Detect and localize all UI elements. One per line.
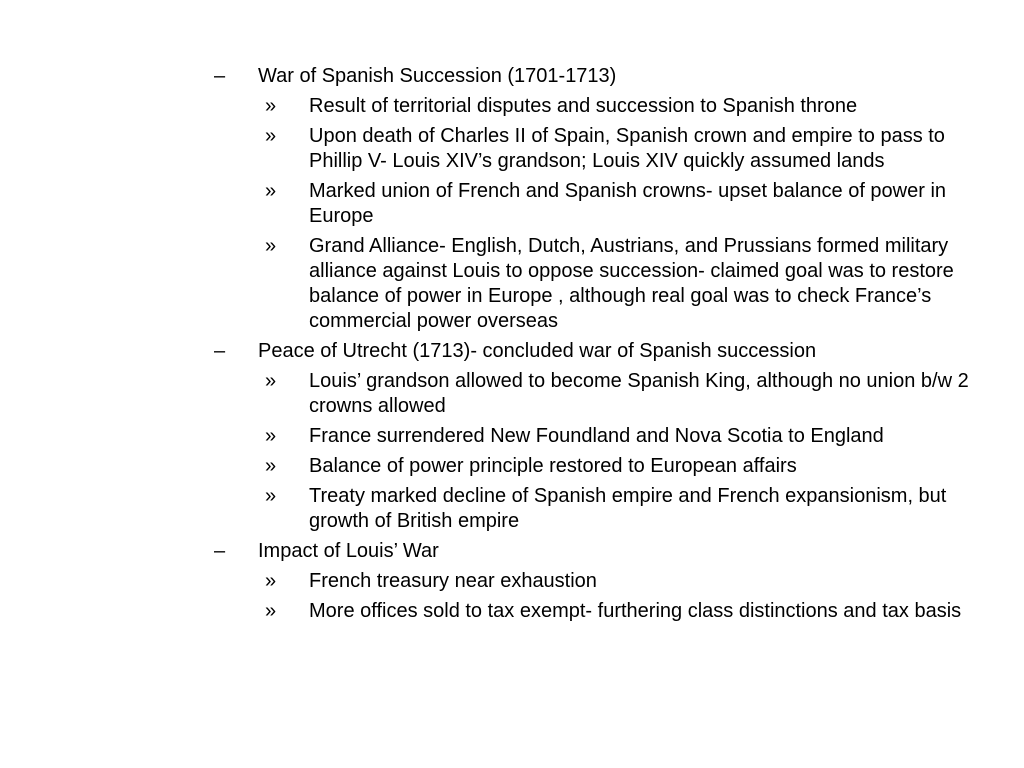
chevron-bullet-icon: » [265,180,277,202]
list-item [212,484,992,534]
chevron-bullet-icon: » [265,95,277,117]
section-heading: War of Spanish Succession (1701-1713) [258,65,617,87]
chevron-bullet-icon: » [265,370,277,392]
list-item-text: Result of territorial disputes and succession to Spanish throne [309,95,858,117]
chevron-bullet-icon: » [265,485,277,507]
list-item [212,94,992,119]
list-item-text: Balance of power principle restored to European affairs [309,455,797,477]
list-item [212,179,992,229]
dash-bullet-icon: – [214,540,226,562]
list-item-text: Upon death of Charles II of Spain, Spanish crown and empire to pass to Phillip V- Louis XIV’s grandson; Louis XIV quickly assumed lands [309,125,945,172]
list-item-text: More offices sold to tax exempt- furthering class distinctions and tax basis [309,600,962,622]
dash-bullet-icon: – [214,340,226,362]
chevron-bullet-icon: » [265,570,277,592]
list-item [212,124,992,174]
section-war-of-spanish-succession [212,64,992,334]
list-item-text: French treasury near exhaustion [309,570,597,592]
sub-list [212,369,992,534]
list-item [212,599,992,624]
chevron-bullet-icon: » [265,455,277,477]
section-peace-of-utrecht [212,339,992,534]
section-impact-of-louis-war [212,539,992,624]
list-item-text: Treaty marked decline of Spanish empire and French expansionism, but growth of British empire [309,485,947,532]
list-item [212,424,992,449]
section-heading: Peace of Utrecht (1713)- concluded war of Spanish succession [258,340,817,362]
list-item-text: Grand Alliance- English, Dutch, Austrians, and Prussians formed military alliance against Louis to oppose succession- claimed goal was to restore balance of power in Europe , although real goal was to check France’s commercial power overseas [309,235,954,332]
list-item [212,454,992,479]
sub-list [212,569,992,624]
chevron-bullet-icon: » [265,425,277,447]
list-item-text: France surrendered New Foundland and Nova Scotia to England [309,425,884,447]
list-item [212,369,992,419]
dash-bullet-icon: – [214,65,226,87]
outline-list [212,64,992,629]
section-heading: Impact of Louis’ War [258,540,439,562]
chevron-bullet-icon: » [265,235,277,257]
chevron-bullet-icon: » [265,125,277,147]
chevron-bullet-icon: » [265,600,277,622]
sub-list [212,94,992,334]
list-item-text: Marked union of French and Spanish crowns- upset balance of power in Europe [309,180,947,227]
list-item-text: Louis’ grandson allowed to become Spanish King, although no union b/w 2 crowns allowed [309,370,969,417]
list-item [212,234,992,334]
list-item [212,569,992,594]
